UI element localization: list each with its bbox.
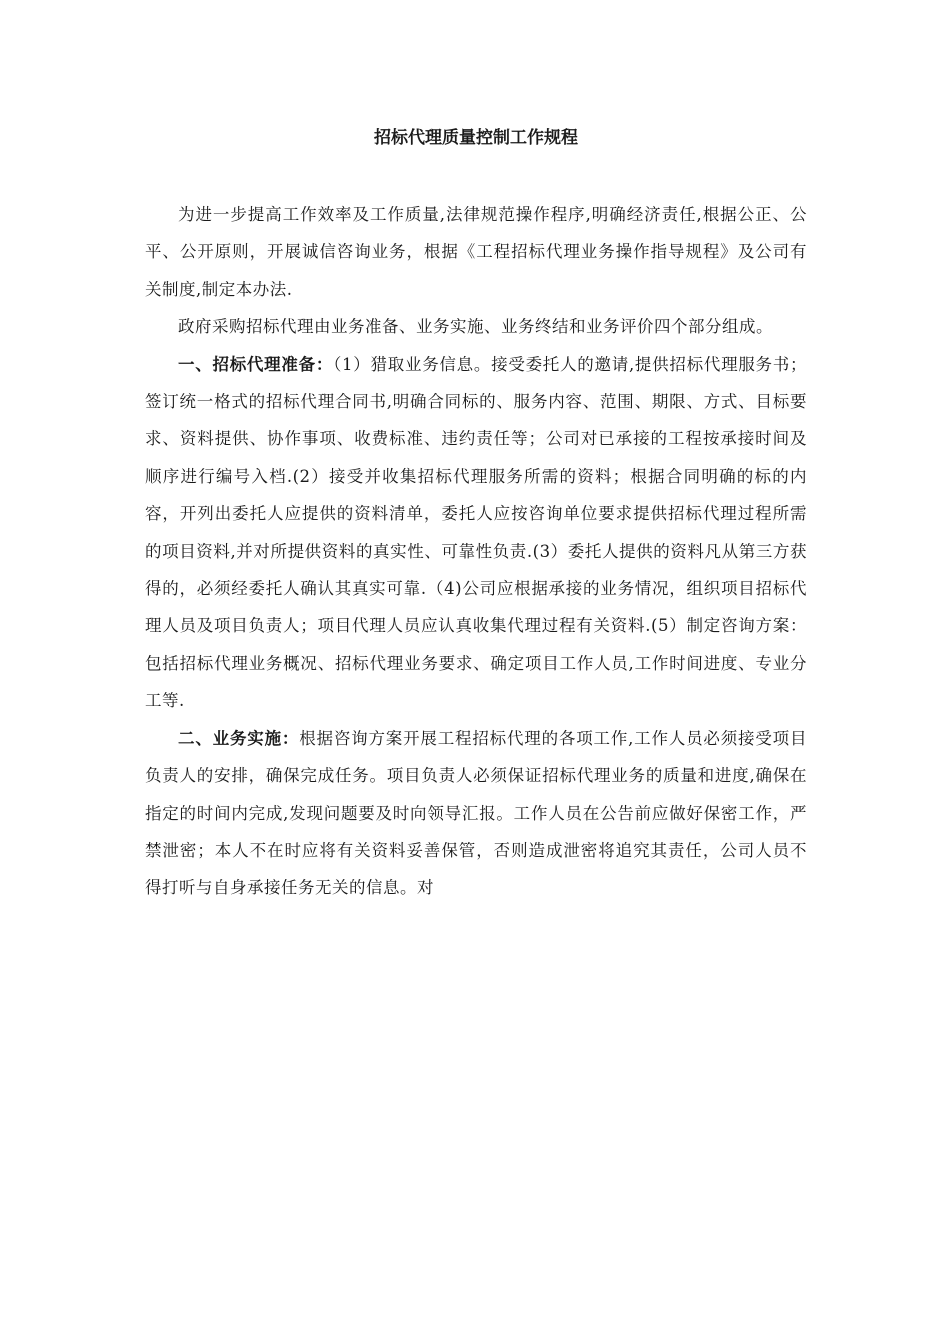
document-title: 招标代理质量控制工作规程 (374, 128, 578, 148)
section-implementation-heading: 二、业务实施： (178, 728, 300, 748)
section-preparation-heading: 一、招标代理准备： (178, 354, 334, 374)
section-implementation-text: 根据咨询方案开展工程招标代理的各项工作,工作人员必须接受项目负责人的安排，确保完成任务。项目负责人必须保证招标代理业务的质量和进度,确保在指定的时间内完成,发现问题要及时向领导汇报。工作人员在公告前应做好保密工作，严禁泄密；本人不在时应将有关资料妥善保管，否则造成泄密将追究其责任，公司人员不得打听与自身承接任务无关的信息。对 (145, 728, 807, 898)
section-preparation (145, 346, 807, 720)
paragraph-intro-text: 为进一步提高工作效率及工作质量,法律规范操作程序,明确经济责任,根据公正、公平、公开原则，开展诚信咨询业务，根据《工程招标代理业务操作指导规程》及公司有关制度,制定本办法. (145, 205, 807, 299)
paragraph-intro (145, 196, 807, 308)
document-page (145, 118, 807, 907)
section-preparation-text: （1）猎取业务信息。接受委托人的邀请,提供招标代理服务书；签订统一格式的招标代理合同书,明确合同标的、服务内容、范围、期限、方式、目标要求、资料提供、协作事项、收费标准、违约责任等；公司对已承接的工程按承接时间及顺序进行编号入档.(2）接受并收集招标代理服务所需的资料；根据合同明确的标的内容，开列出委托人应提供的资料清单，委托人应按咨询单位要求提供招标代理过程所需的项目资料,并对所提供资料的真实性、可靠性负责.(3）委托人提供的资料凡从第三方获得的，必须经委托人确认其真实可靠.（4)公司应根据承接的业务情况，组织项目招标代理人员及项目负责人；项目代理人员应认真收集代理过程有关资料.(5）制定咨询方案：包括招标代理业务概况、招标代理业务要求、确定项目工作人员,工作时间进度、专业分工等. (145, 354, 808, 711)
paragraph-composition (145, 308, 807, 345)
section-implementation (145, 720, 807, 907)
paragraph-composition-text: 政府采购招标代理由业务准备、业务实施、业务终结和业务评价四个部分组成。 (178, 317, 773, 337)
